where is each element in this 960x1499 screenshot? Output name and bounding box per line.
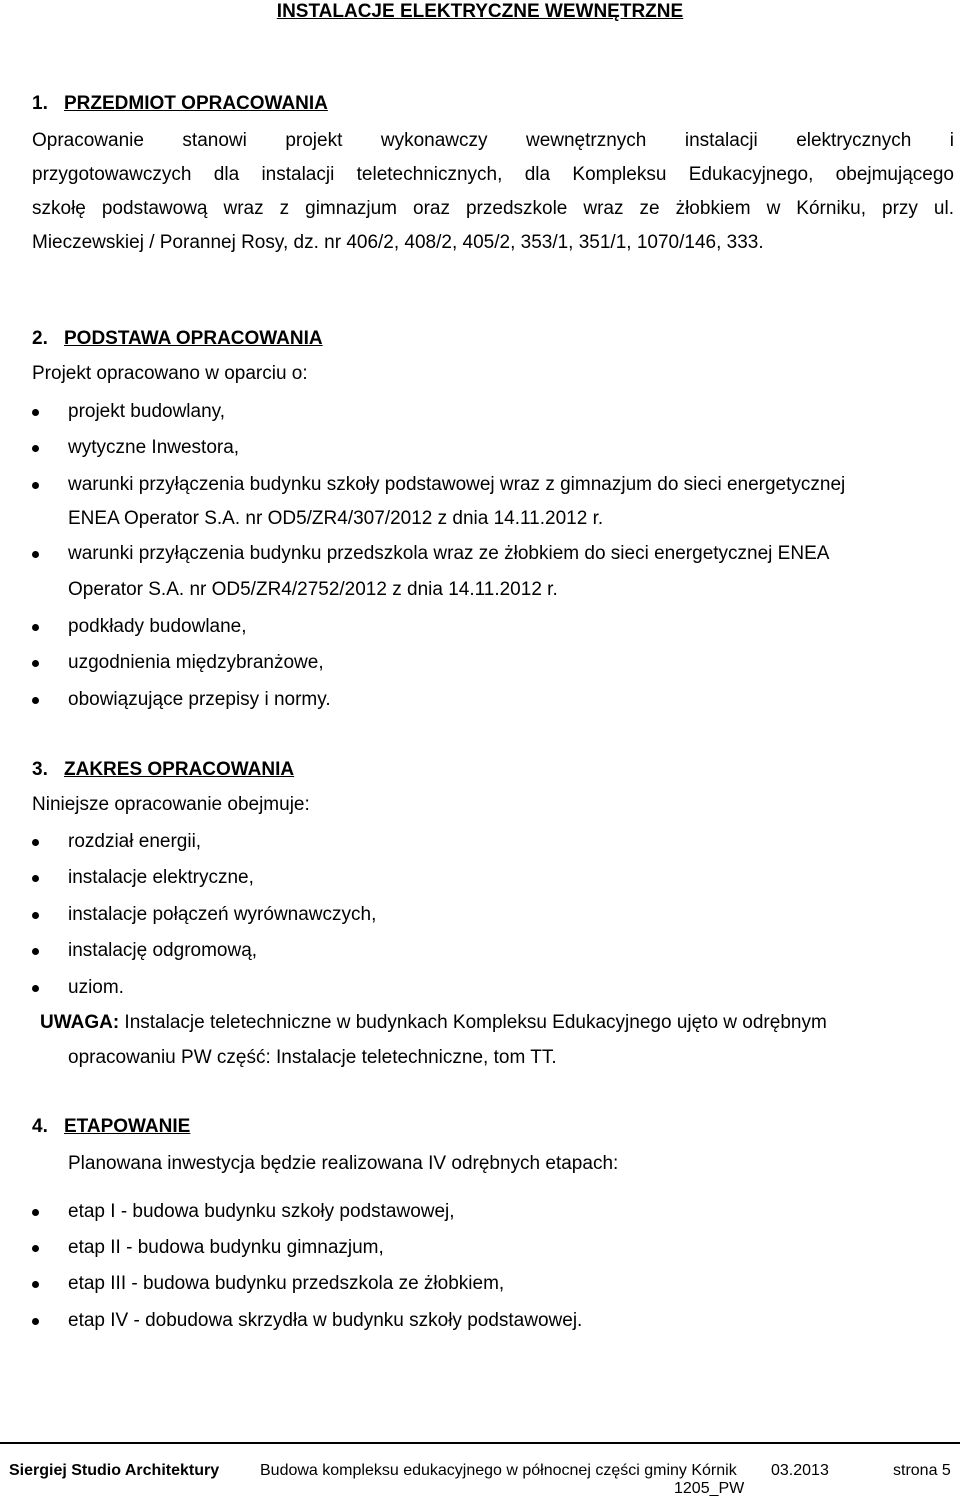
bullet-icon	[32, 1318, 39, 1325]
bullet-icon	[32, 445, 39, 452]
section-1-paragraph	[32, 124, 954, 260]
section-3-intro: Niniejsze opracowanie obejmuje:	[32, 794, 310, 815]
bullet-icon	[32, 482, 39, 489]
bullet-icon	[32, 697, 39, 704]
bullet-icon	[32, 409, 39, 416]
footer-project: Budowa kompleksu edukacyjnego w północnej części gminy Kórnik	[260, 1462, 737, 1479]
page-title: INSTALACJE ELEKTRYCZNE WEWNĘTRZNE	[276, 1, 684, 22]
section-number: 3.	[32, 759, 48, 780]
footer-page-number: strona 5	[893, 1462, 951, 1479]
page-footer	[0, 1442, 960, 1499]
paragraph-line: szkołę podstawową wraz z gimnazjum oraz przedszkole wraz ze żłobkiem w Kórniku, przy ul.	[32, 198, 954, 219]
bullet-icon	[32, 1281, 39, 1288]
section-number: 1.	[32, 93, 48, 114]
section-4-heading	[32, 1115, 190, 1139]
section-2-intro: Projekt opracowano w oparciu o:	[32, 363, 308, 384]
footer-rule	[0, 1442, 960, 1444]
bullet-icon	[32, 912, 39, 919]
section-title: ZAKRES OPRACOWANIA	[64, 759, 295, 780]
bullet-icon	[32, 985, 39, 992]
bullet-icon	[32, 948, 39, 955]
paragraph-line: Mieczewskiej / Porannej Rosy, dz. nr 406/2, 408/2, 405/2, 353/1, 351/1, 1070/146, 333.	[32, 232, 764, 253]
footer-code: 1205_PW	[674, 1480, 745, 1497]
paragraph-line: przygotowawczych dla instalacji teletechnicznych, dla Kompleksu Edukacyjnego, obejmującego	[32, 164, 954, 185]
footer-company: Siergiej Studio Architektury	[9, 1462, 220, 1479]
section-title: ETAPOWANIE	[64, 1116, 191, 1137]
note-text: Instalacje teletechniczne w budynkach Kompleksu Edukacyjnego ujęto w odrębnym	[119, 1012, 827, 1033]
paragraph-line: Opracowanie stanowi projekt wykonawczy wewnętrznych instalacji elektrycznych i	[32, 130, 954, 151]
section-number: 4.	[32, 1116, 48, 1137]
note-continuation: opracowaniu PW część: Instalacje teletechniczne, tom TT.	[68, 1047, 557, 1068]
bullet-icon	[32, 624, 39, 631]
section-1-heading	[32, 92, 328, 116]
section-2-heading	[32, 327, 323, 351]
section-title: PRZEDMIOT OPRACOWANIA	[64, 93, 328, 114]
footer-date: 03.2013	[771, 1462, 829, 1479]
bullet-icon	[32, 875, 39, 882]
section-3-heading	[32, 758, 294, 782]
bullet-icon	[32, 660, 39, 667]
section-title: PODSTAWA OPRACOWANIA	[64, 328, 323, 349]
section-4-intro: Planowana inwestycja będzie realizowana IV odrębnych etapach:	[68, 1153, 619, 1174]
bullet-icon	[32, 1245, 39, 1252]
bullet-icon	[32, 551, 39, 558]
section-number: 2.	[32, 328, 48, 349]
bullet-icon	[32, 1209, 39, 1216]
bullet-icon	[32, 839, 39, 846]
note	[40, 1011, 827, 1035]
note-label: UWAGA:	[40, 1012, 120, 1033]
